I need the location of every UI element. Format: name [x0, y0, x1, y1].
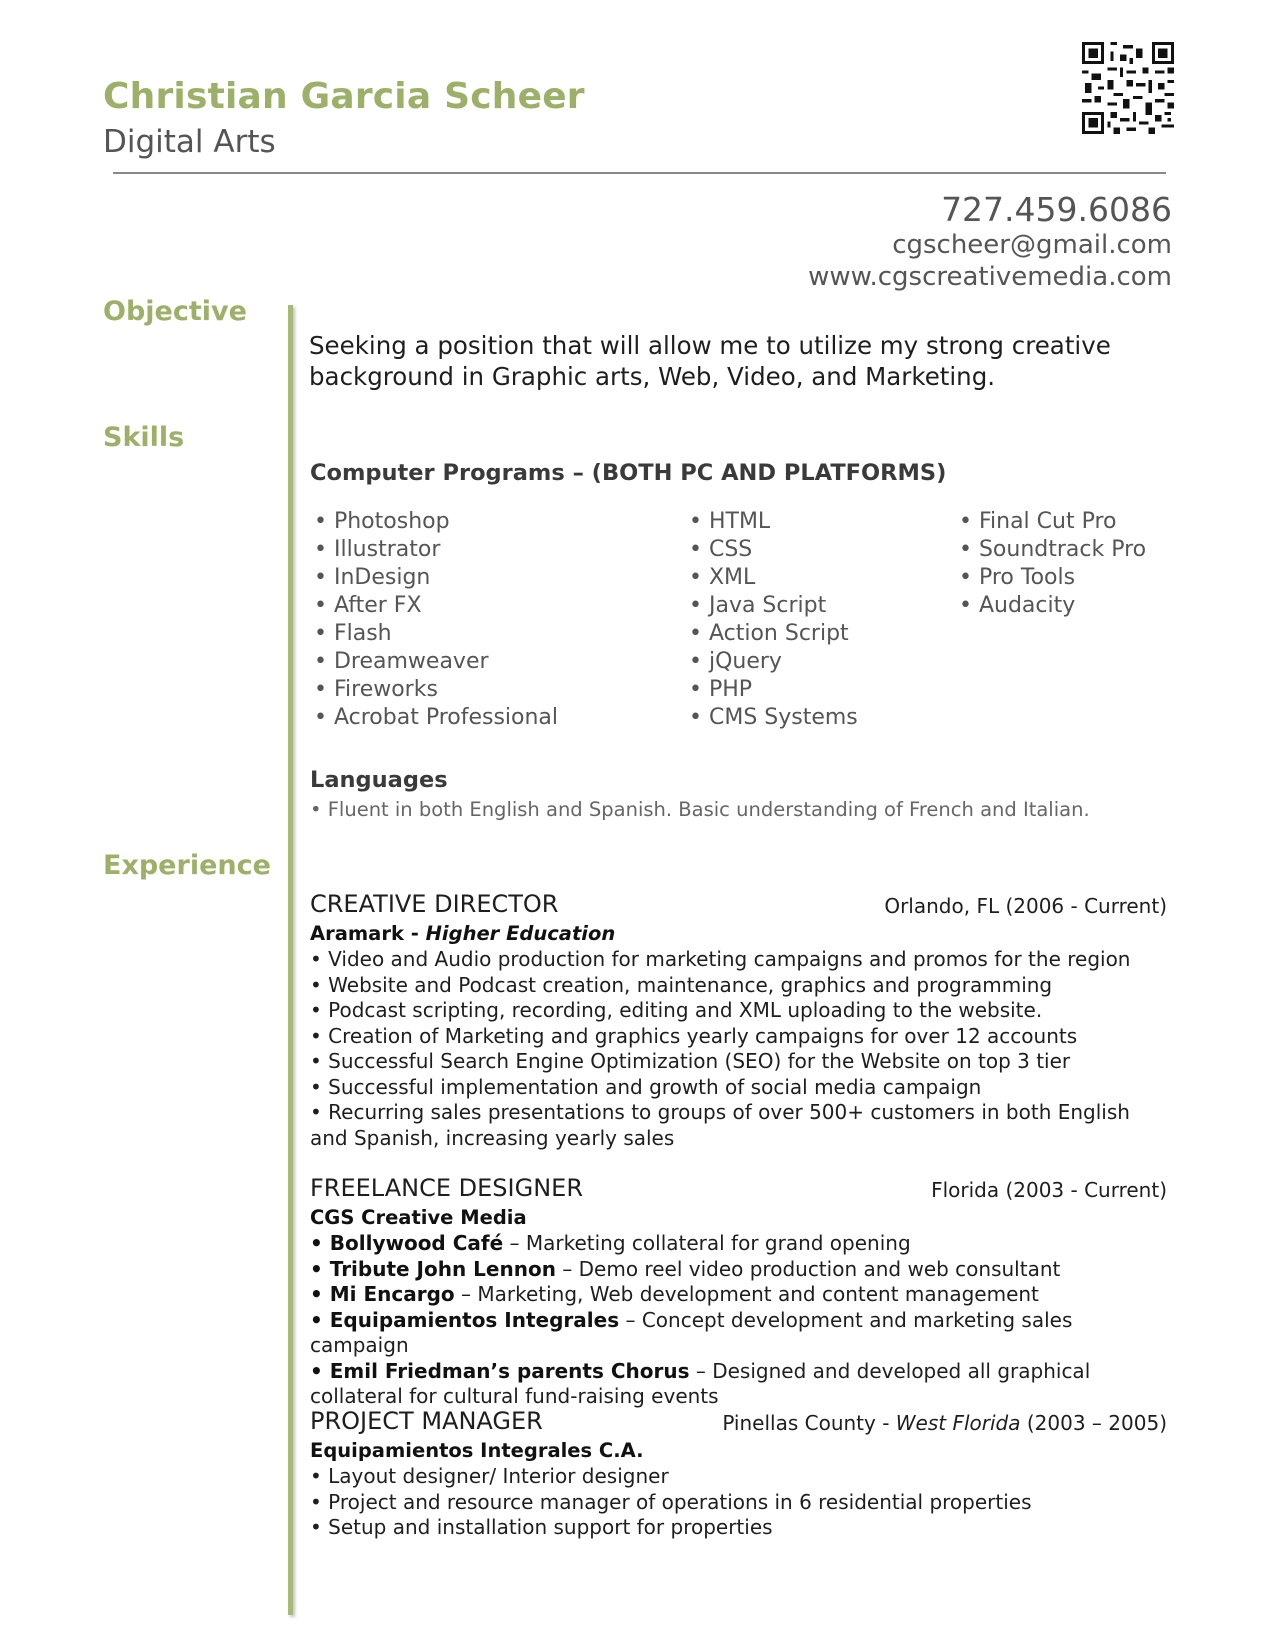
skills-column-3: [959, 508, 1146, 620]
skill-item: • Java Script: [689, 593, 827, 618]
list-item: • Setup and installation support for properties: [310, 1515, 773, 1539]
job1-location: Orlando, FL (2006 - Current): [884, 894, 1167, 918]
languages-heading: Languages: [310, 767, 448, 793]
candidate-title: Digital Arts: [103, 124, 276, 160]
job1-title: CREATIVE DIRECTOR: [310, 890, 559, 918]
list-item: • Recurring sales presentations to groups of over 500+ customers in both English and Spanish, increasing yearly sales: [310, 1100, 1130, 1150]
skill-item: • Action Script: [689, 621, 849, 646]
skill-item: • Illustrator: [314, 537, 441, 562]
list-item: • Successful Search Engine Optimization (SEO) for the Website on top 3 tier: [310, 1049, 1071, 1073]
list-item: • Emil Friedman’s parents Chorus – Designed and developed all graphical collateral for cultural fund-raising events: [310, 1358, 1091, 1408]
list-item: • Creation of Marketing and graphics yearly campaigns for over 12 accounts: [310, 1023, 1078, 1048]
job3-location: Pinellas County - West Florida (2003 – 2005): [722, 1411, 1167, 1435]
website-url: www.cgscreativemedia.com: [808, 262, 1172, 292]
skill-item: • XML: [689, 565, 756, 590]
skill-item: • PHP: [689, 677, 753, 702]
qr-code-icon: [1082, 42, 1174, 134]
skill-item: • Audacity: [959, 593, 1076, 618]
skill-item: • Fireworks: [314, 677, 438, 702]
job3-company: Equipamientos Integrales C.A.: [310, 1439, 644, 1462]
email-address: cgscheer@gmail.com: [892, 230, 1172, 260]
list-item: • Website and Podcast creation, maintenance, graphics and programming: [310, 972, 1053, 997]
skills-column-2: [689, 508, 858, 732]
job3-bullets: [310, 1464, 1172, 1541]
skill-item: • Acrobat Professional: [314, 705, 559, 730]
skill-item: • After FX: [314, 593, 422, 618]
section-vertical-bar: [288, 305, 293, 1615]
list-item: • Project and resource manager of operations in 6 residential properties: [310, 1489, 1032, 1514]
header-divider: [113, 172, 1166, 174]
skill-item: • Pro Tools: [959, 565, 1076, 590]
skill-item: • CSS: [689, 537, 753, 562]
objective-text: Seeking a position that will allow me to utilize my strong creative background in Graphic arts, Web, Video, and Marketing.: [309, 331, 1111, 391]
skill-item: • InDesign: [314, 565, 431, 590]
skills-label: Skills: [103, 422, 185, 453]
job2-location: Florida (2003 - Current): [931, 1178, 1167, 1202]
job2-company: CGS Creative Media: [310, 1206, 527, 1229]
list-item: • Bollywood Café – Marketing collateral for grand opening: [310, 1231, 911, 1255]
job1-bullets: [310, 947, 1172, 1151]
list-item: • Equipamientos Integrales – Concept development and marketing sales campaign: [310, 1307, 1073, 1357]
candidate-name: Christian Garcia Scheer: [103, 76, 585, 117]
skills-column-1: [314, 508, 558, 732]
list-item: • Tribute John Lennon – Demo reel video production and web consultant: [310, 1256, 1061, 1281]
skill-item: • Flash: [314, 621, 392, 646]
list-item: • Mi Encargo – Marketing, Web development and content management: [310, 1282, 1039, 1306]
list-item: • Layout designer/ Interior designer: [310, 1464, 669, 1488]
skill-item: • HTML: [689, 509, 771, 534]
skill-item: • CMS Systems: [689, 705, 858, 730]
phone-number: 727.459.6086: [941, 190, 1172, 229]
experience-label: Experience: [103, 850, 271, 881]
skill-item: • Dreamweaver: [314, 649, 489, 674]
skill-item: • Final Cut Pro: [959, 509, 1117, 534]
skill-item: • Soundtrack Pro: [959, 537, 1147, 562]
languages-text: • Fluent in both English and Spanish. Basic understanding of French and Italian.: [310, 798, 1090, 821]
programs-heading: Computer Programs – (BOTH PC AND PLATFORMS): [310, 460, 947, 486]
objective-label: Objective: [103, 296, 247, 327]
list-item: • Podcast scripting, recording, editing and XML uploading to the website.: [310, 998, 1043, 1022]
skill-item: • Photoshop: [314, 509, 450, 534]
skill-item: • jQuery: [689, 649, 782, 674]
job2-title: FREELANCE DESIGNER: [310, 1174, 583, 1202]
list-item: • Successful implementation and growth of social media campaign: [310, 1074, 982, 1099]
job3-title: PROJECT MANAGER: [310, 1407, 543, 1435]
list-item: • Video and Audio production for marketing campaigns and promos for the region: [310, 947, 1131, 971]
job1-company: Aramark - Higher Education: [310, 922, 616, 945]
job2-bullets: [310, 1231, 1172, 1410]
